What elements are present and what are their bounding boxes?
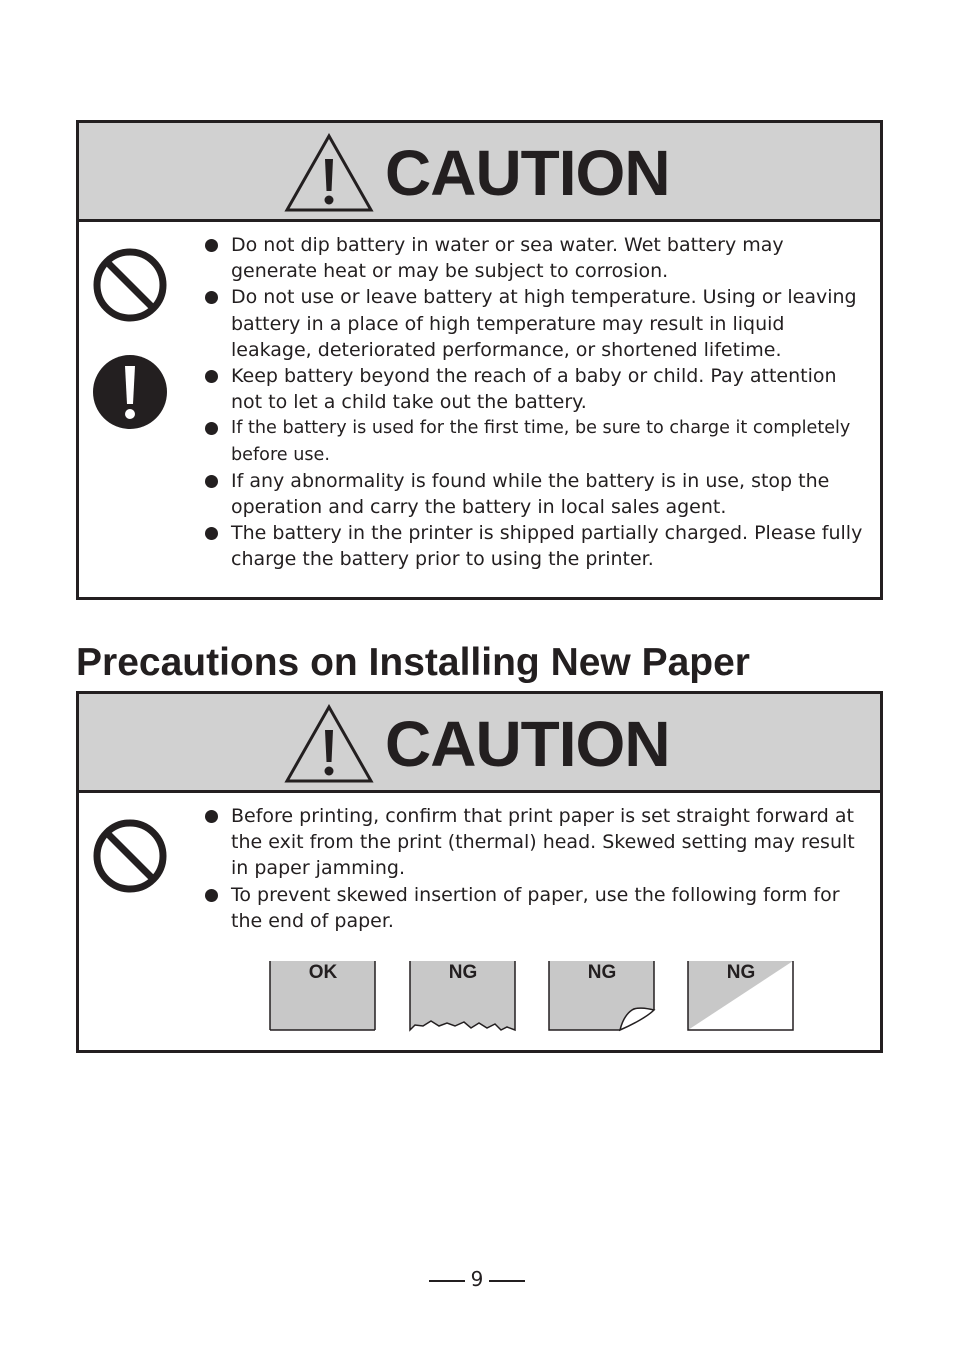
caution-header bbox=[79, 694, 880, 793]
dash-right bbox=[489, 1280, 525, 1282]
paper-caution-list bbox=[203, 803, 871, 934]
page-number bbox=[0, 1266, 954, 1292]
list-item: Before printing, confirm that print paper is set straight forward at the exit from the print (thermal) head. Skewed setting may result in paper jamming. bbox=[203, 803, 871, 882]
paper-example-torn bbox=[409, 960, 517, 1032]
section-heading: Precautions on Installing New Paper bbox=[76, 641, 750, 684]
page-number-value: 9 bbox=[470, 1267, 484, 1291]
mandatory-exclamation-icon bbox=[92, 354, 168, 430]
warning-triangle-icon bbox=[284, 704, 374, 784]
battery-caution-box bbox=[76, 120, 883, 600]
paper-example-ok bbox=[269, 960, 377, 1032]
paper-example-diagonal bbox=[687, 960, 795, 1032]
warning-triangle-icon bbox=[284, 133, 374, 213]
paper-caution-box bbox=[76, 691, 883, 1053]
list-item: If any abnormality is found while the battery is in use, stop the operation and carry the battery in local sales agent. bbox=[203, 468, 871, 520]
paper-label: OK bbox=[308, 962, 338, 983]
battery-caution-list bbox=[203, 232, 871, 573]
paper-label: NG bbox=[726, 962, 756, 983]
caution-header bbox=[79, 123, 880, 222]
prohibition-icon bbox=[92, 818, 168, 894]
list-item: Do not use or leave battery at high temperature. Using or leaving battery in a place of high temperature may result in liquid leakage, deteriorated performance, or shortened lifetime. bbox=[203, 284, 871, 363]
list-item: Keep battery beyond the reach of a baby or child. Pay attention not to let a child take out the battery. bbox=[203, 363, 871, 415]
caution-title: CAUTION bbox=[385, 137, 670, 209]
prohibition-icon bbox=[92, 247, 168, 323]
dash-left bbox=[429, 1280, 465, 1282]
paper-label: NG bbox=[587, 962, 617, 983]
caution-title: CAUTION bbox=[385, 708, 670, 780]
list-item: If the battery is used for the first time, be sure to charge it completely before use. bbox=[203, 415, 871, 467]
list-item: Do not dip battery in water or sea water. Wet battery may generate heat or may be subject to corrosion. bbox=[203, 232, 871, 284]
paper-label: NG bbox=[448, 962, 478, 983]
list-item: To prevent skewed insertion of paper, use the following form for the end of paper. bbox=[203, 882, 871, 934]
list-item: The battery in the printer is shipped partially charged. Please fully charge the battery prior to using the printer. bbox=[203, 520, 871, 572]
paper-example-curled bbox=[548, 960, 656, 1032]
